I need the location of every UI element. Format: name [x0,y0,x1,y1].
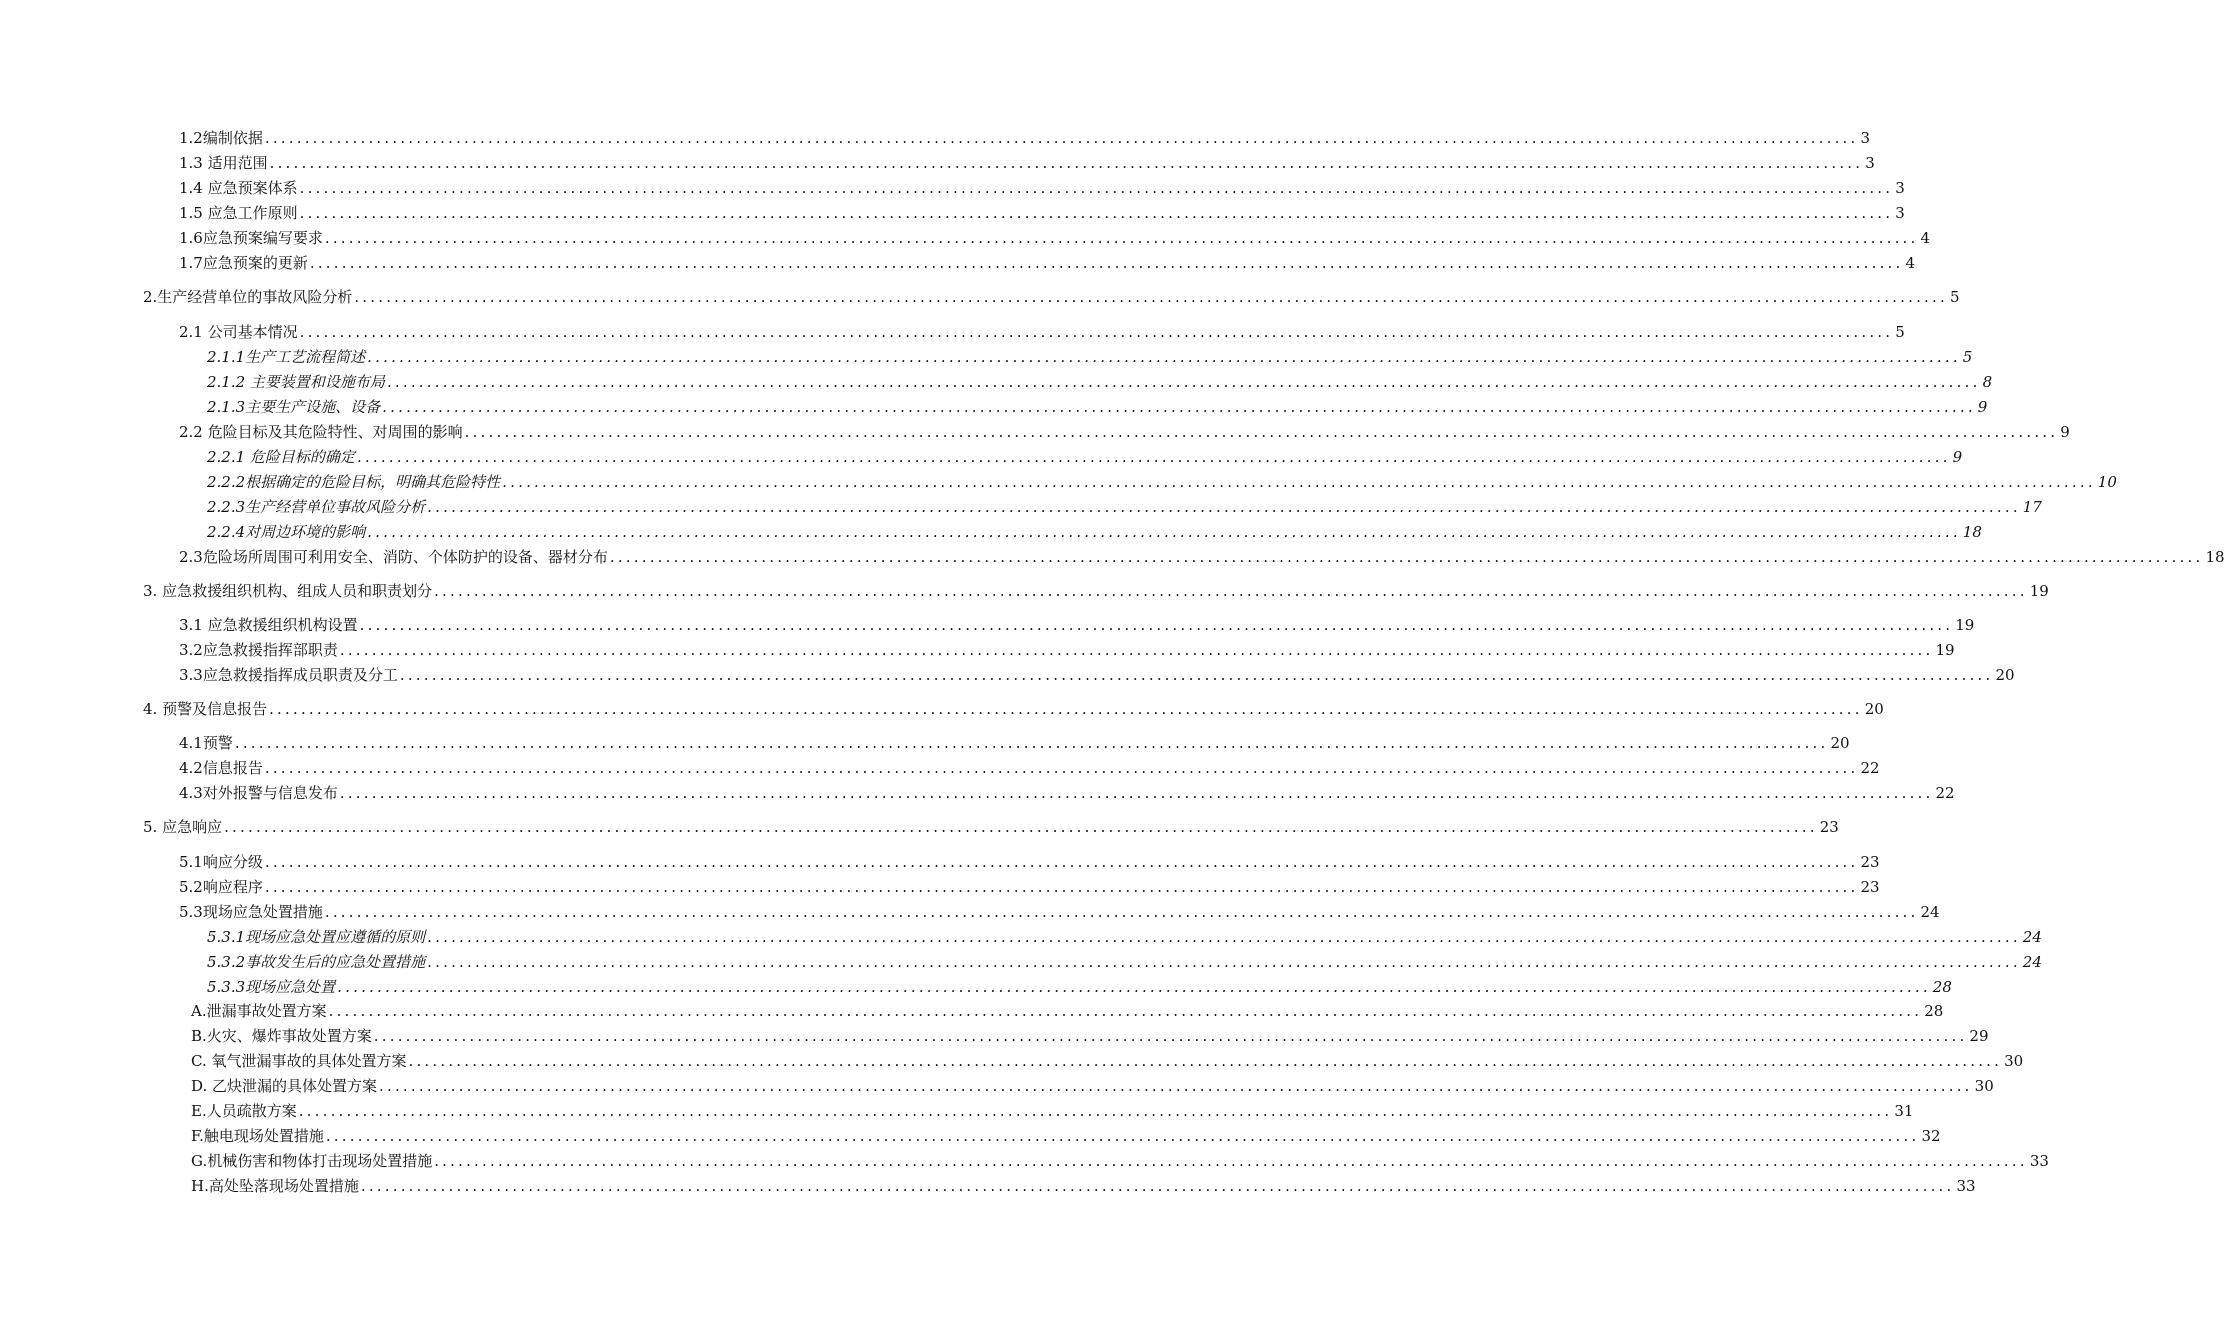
toc-entry-page-number: 5 [1949,288,1960,306]
toc-entry[interactable] [191,1026,1989,1046]
toc-entry[interactable] [179,758,1880,778]
dot-leader: ........................................................................................................................................................................................................ [309,254,1904,272]
toc-entry[interactable] [179,640,1955,660]
toc-entry-label: 5.3.3现场应急处置 [207,978,336,996]
dot-leader: ........................................................................................................................................................................................................ [399,666,1994,684]
toc-entry-page-number: 22 [1935,784,1955,802]
toc-entry[interactable] [191,1176,1976,1196]
toc-entry-page-number: 5 [1895,323,1905,341]
toc-entry[interactable] [207,952,2042,972]
toc-entry-page-number: 10 [2097,473,2117,491]
toc-entry-page-number: 20 [1864,700,1884,718]
toc-entry-page-number: 4 [1920,229,1931,247]
toc-entry-page-number: 24 [1920,903,1940,921]
toc-entry-page-number: 9 [1952,448,1963,466]
dot-leader: ........................................................................................................................................................................................................ [609,548,2204,566]
toc-entry[interactable] [207,977,1952,997]
toc-entry[interactable] [143,817,1839,837]
toc-entry-label: 4. 预警及信息报告 [143,700,268,718]
toc-entry[interactable] [191,1001,1944,1021]
toc-entry-label: 1.6应急预案编写要求 [179,229,323,247]
toc-entry-page-number: 9 [1977,398,1988,416]
dot-leader: ........................................................................................................................................................................................................ [356,448,1951,466]
toc-entry-label: E.人员疏散方案 [191,1102,297,1120]
toc-entry-label: C. 氧气泄漏事故的具体处置方案 [191,1052,407,1070]
toc-entry[interactable] [191,1051,2024,1071]
dot-leader: ........................................................................................................................................................................................................ [427,498,2021,516]
toc-entry-page-number: 4 [1905,254,1916,272]
toc-entry-label: 5.1响应分级 [179,853,263,871]
toc-entry[interactable] [179,228,1931,248]
toc-entry-page-number: 30 [1974,1077,1994,1095]
dot-leader: ........................................................................................................................................................................................................ [269,154,1864,172]
toc-entry-label: 3. 应急救援组织机构、组成人员和职责划分 [143,582,433,600]
dot-leader: ........................................................................................................................................................................................................ [434,1152,2028,1170]
toc-entry-label: 4.1预警 [179,734,233,752]
toc-entry-page-number: 22 [1860,759,1880,777]
toc-entry-page-number: 9 [2060,423,2070,441]
toc-entry-page-number: 23 [1860,878,1880,896]
dot-leader: ........................................................................................................................................................................................................ [298,1102,1893,1120]
dot-leader: ........................................................................................................................................................................................................ [360,1177,1955,1195]
toc-entry[interactable] [207,497,2042,517]
toc-entry-label: 2.1.3主要生产设施、设备 [207,398,381,416]
toc-entry-page-number: 33 [1956,1177,1976,1195]
dot-leader: ........................................................................................................................................................................................................ [434,582,2028,600]
toc-entry-page-number: 17 [2022,498,2042,516]
toc-entry[interactable] [207,372,1993,392]
dot-leader: ........................................................................................................................................................................................................ [373,1027,1968,1045]
toc-entry[interactable] [143,581,2049,601]
toc-entry-label: 1.3 适用范围 [179,154,268,172]
toc-entry[interactable] [207,347,1973,367]
toc-entry-page-number: 33 [2029,1152,2049,1170]
toc-entry[interactable] [207,927,2042,947]
toc-entry[interactable] [179,783,1955,803]
toc-entry[interactable] [179,253,1916,273]
toc-entry[interactable] [143,287,1960,307]
toc-entry[interactable] [179,203,1905,223]
toc-entry-label: A.泄漏事故处置方案 [191,1002,327,1020]
toc-entry[interactable] [179,733,1850,753]
toc-entry[interactable] [179,877,1880,897]
dot-leader: ........................................................................................................................................................................................................ [354,288,1948,306]
toc-entry-page-number: 29 [1969,1027,1989,1045]
dot-leader: ........................................................................................................................................................................................................ [299,179,1894,197]
toc-entry-page-number: 20 [1830,734,1850,752]
toc-entry-page-number: 5 [1962,348,1973,366]
toc-entry[interactable] [191,1126,1941,1146]
dot-leader: ........................................................................................................................................................................................................ [224,818,1818,836]
dot-leader: ........................................................................................................................................................................................................ [464,423,2059,441]
dot-leader: ........................................................................................................................................................................................................ [339,784,1934,802]
toc-entry-label: 4.2信息报告 [179,759,263,777]
dot-leader: ........................................................................................................................................................................................................ [427,953,2021,971]
toc-entry-label: 2.3危险场所周围可利用安全、消防、个体防护的设备、器材分布 [179,548,608,566]
toc-entry-page-number: 19 [2029,582,2049,600]
toc-entry-page-number: 3 [1895,204,1905,222]
toc-entry-label: 2.1 公司基本情况 [179,323,298,341]
toc-entry-page-number: 19 [1955,616,1975,634]
toc-entry[interactable] [207,522,1982,542]
toc-entry-label: 3.1 应急救援组织机构设置 [179,616,358,634]
toc-entry[interactable] [179,178,1905,198]
dot-leader: ........................................................................................................................................................................................................ [234,734,1829,752]
toc-entry[interactable] [179,547,2225,567]
toc-entry[interactable] [143,699,1884,719]
toc-entry-label: 2.1.2 主要装置和设施布局 [207,373,385,391]
dot-leader: ........................................................................................................................................................................................................ [359,616,1954,634]
dot-leader: ........................................................................................................................................................................................................ [427,928,2021,946]
toc-entry-label: 3.3应急救援指挥成员职责及分工 [179,666,398,684]
toc-entry-page-number: 24 [2022,928,2042,946]
toc-entry-page-number: 3 [1860,129,1871,147]
dot-leader: ........................................................................................................................................................................................................ [379,1077,1973,1095]
toc-entry-label: G.机械伤害和物体打击现场处置措施 [191,1152,433,1170]
toc-entry-page-number: 3 [1865,154,1875,172]
toc-entry[interactable] [207,397,1988,417]
toc-entry[interactable] [179,322,1905,342]
toc-entry-label: 2.2.1 危险目标的确定 [207,448,355,466]
toc-entry-page-number: 28 [1924,1002,1944,1020]
dot-leader: ........................................................................................................................................................................................................ [337,978,1931,996]
toc-entry-page-number: 8 [1982,373,1993,391]
dot-leader: ........................................................................................................................................................................................................ [299,323,1894,341]
toc-entry-label: 5.2响应程序 [179,878,263,896]
toc-entry-label: 5.3现场应急处置措施 [179,903,323,921]
toc-entry-label: 3.2应急救援指挥部职责 [179,641,338,659]
toc-entry[interactable] [207,472,2117,492]
dot-leader: ........................................................................................................................................................................................................ [339,641,1934,659]
toc-entry-label: 1.2编制依据 [179,129,263,147]
dot-leader: ........................................................................................................................................................................................................ [324,229,1919,247]
toc-entry[interactable] [179,902,1940,922]
toc-entry-page-number: 28 [1932,978,1952,996]
toc-entry-label: 2.2.4对周边环境的影响 [207,523,366,541]
toc-entry-label: 2.生产经营单位的事故风险分析 [143,288,353,306]
dot-leader: ........................................................................................................................................................................................................ [328,1002,1923,1020]
dot-leader: ........................................................................................................................................................................................................ [264,878,1859,896]
toc-entry-label: 1.5 应急工作原则 [179,204,298,222]
dot-leader: ........................................................................................................................................................................................................ [325,1127,1920,1145]
toc-entry-page-number: 32 [1921,1127,1941,1145]
dot-leader: ........................................................................................................................................................................................................ [408,1052,2003,1070]
dot-leader: ........................................................................................................................................................................................................ [264,759,1859,777]
toc-entry-page-number: 18 [2205,548,2225,566]
toc-entry-page-number: 3 [1895,179,1905,197]
toc-entry-label: B.火灾、爆炸事故处置方案 [191,1027,372,1045]
toc-entry-label: F.触电现场处置措施 [191,1127,324,1145]
dot-leader: ........................................................................................................................................................................................................ [386,373,1981,391]
toc-entry[interactable] [191,1076,1994,1096]
dot-leader: ........................................................................................................................................................................................................ [382,398,1976,416]
toc-entry-label: D. 乙炔泄漏的具体处置方案 [191,1077,378,1095]
toc-entry[interactable] [179,153,1875,173]
toc-entry-page-number: 20 [1995,666,2015,684]
toc-entry-label: 1.7应急预案的更新 [179,254,308,272]
toc-entry[interactable] [207,447,1963,467]
toc-entry[interactable] [191,1101,1914,1121]
toc-entry-label: H.高处坠落现场处置措施 [191,1177,359,1195]
toc-entry-page-number: 18 [1962,523,1982,541]
toc-entry-page-number: 19 [1935,641,1955,659]
toc-entry-label: 2.1.1生产工艺流程简述 [207,348,366,366]
toc-entry-label: 2.2 危险目标及其危险特性、对周围的影响 [179,423,463,441]
toc-entry-label: 5.3.1现场应急处置应遵循的原则 [207,928,426,946]
toc-entry-label: 1.4 应急预案体系 [179,179,298,197]
toc-entry-label: 4.3对外报警与信息发布 [179,784,338,802]
toc-entry-page-number: 23 [1819,818,1839,836]
toc-entry-page-number: 24 [2022,953,2042,971]
toc-entry[interactable] [179,665,2015,685]
dot-leader: ........................................................................................................................................................................................................ [367,348,1961,366]
toc-entry-label: 2.2.3生产经营单位事故风险分析 [207,498,426,516]
toc-entry-page-number: 30 [2004,1052,2024,1070]
dot-leader: ........................................................................................................................................................................................................ [367,523,1961,541]
toc-entry[interactable] [179,615,1975,635]
dot-leader: ........................................................................................................................................................................................................ [264,129,1859,147]
toc-entry-page-number: 23 [1860,853,1880,871]
toc-entry-page-number: 31 [1894,1102,1914,1120]
dot-leader: ........................................................................................................................................................................................................ [502,473,2096,491]
dot-leader: ........................................................................................................................................................................................................ [264,853,1859,871]
toc-entry-label: 5. 应急响应 [143,818,223,836]
dot-leader: ........................................................................................................................................................................................................ [269,700,1863,718]
toc-entry[interactable] [179,128,1871,148]
toc-entry[interactable] [191,1151,2049,1171]
toc-entry-label: 2.2.2根据确定的危险目标，明确其危险特性 [207,473,501,491]
dot-leader: ........................................................................................................................................................................................................ [299,204,1894,222]
toc-entry-label: 5.3.2事故发生后的应急处置措施 [207,953,426,971]
toc-entry[interactable] [179,422,2070,442]
toc-entry[interactable] [179,852,1880,872]
dot-leader: ........................................................................................................................................................................................................ [324,903,1919,921]
